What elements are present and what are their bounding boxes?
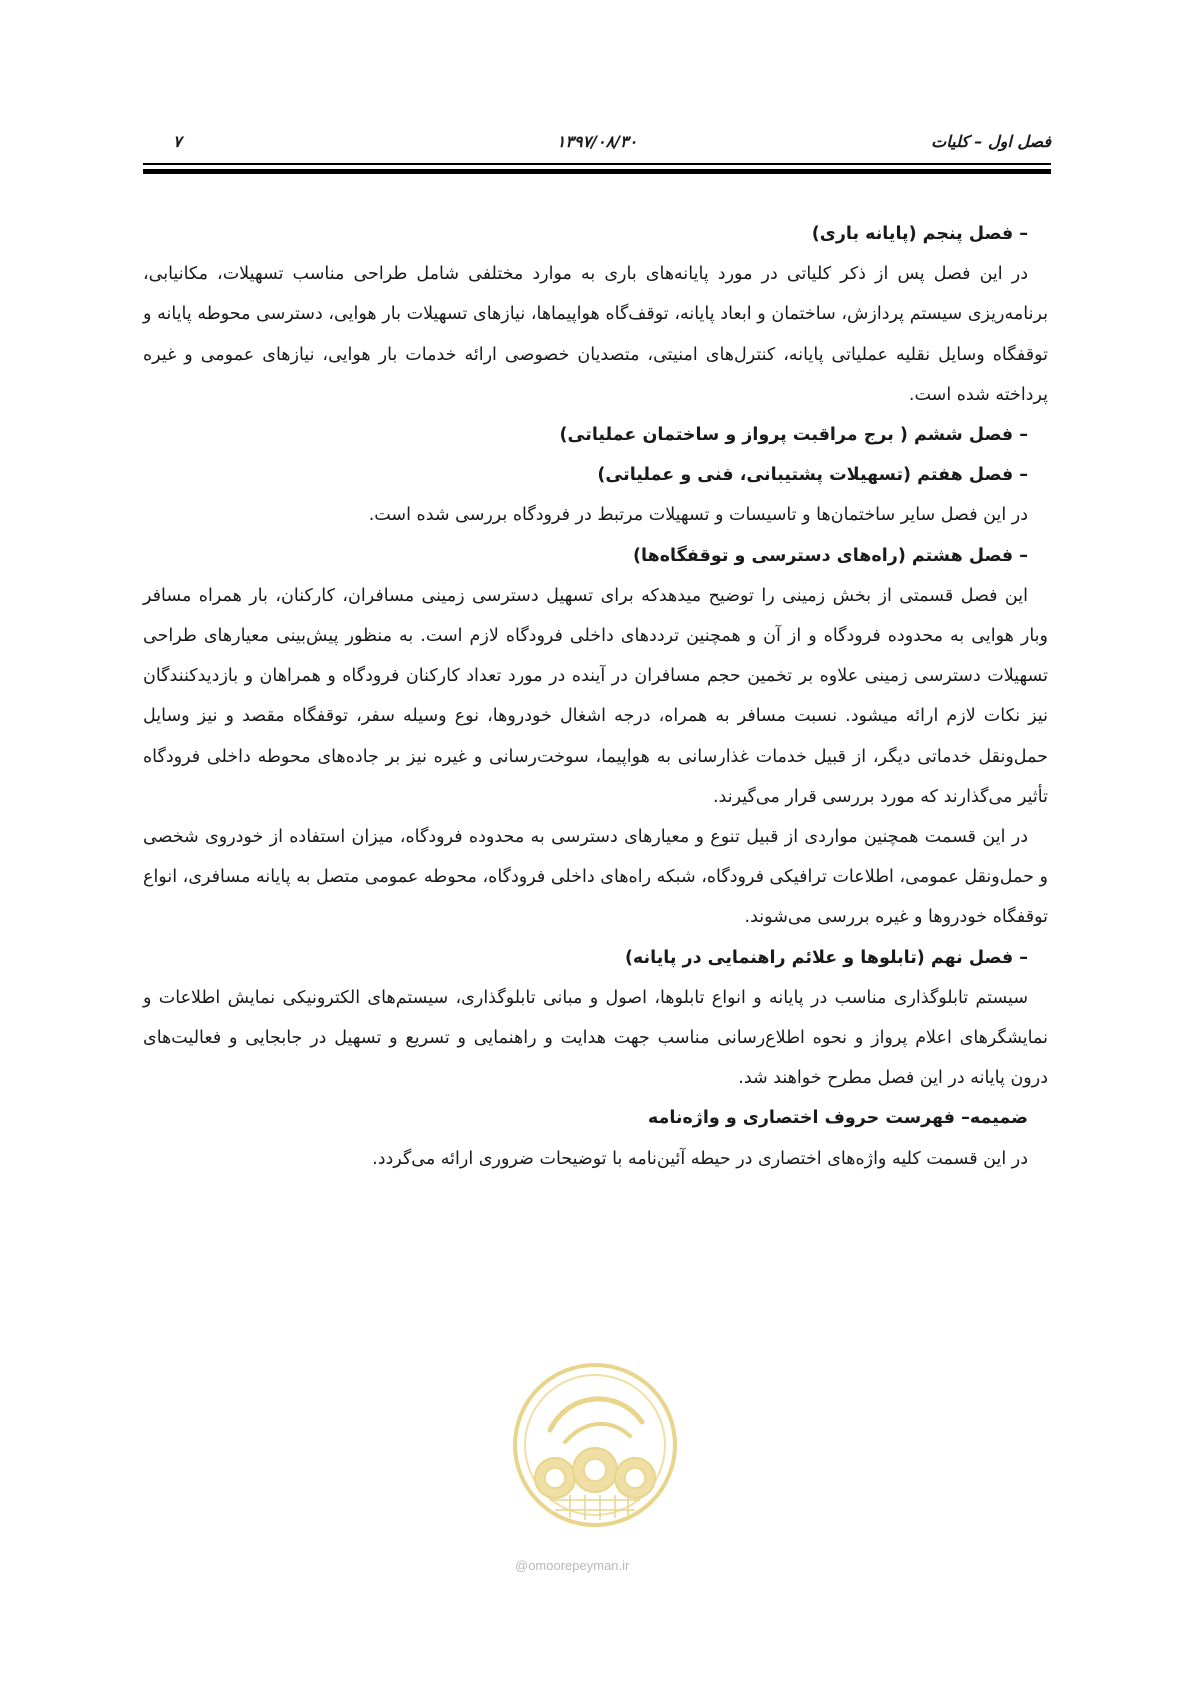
section-heading: – فصل هشتم (راه‌های دسترسی و توقفگاه‌ها) [633, 545, 1028, 566]
paragraph: در این قسمت همچنین مواردی از قبیل تنوع و معیارهای دسترسی به محدوده فرودگاه، میزان استفاده از خودروی شخصی و حمل‌ونقل عمومی، اطلاعات ترافیکی فرودگاه، شبکه راه‌های داخلی فرودگاه، محوطه عمومی متصل به پایانه مسافری، انواع توقفگاه خودروها و غیره بررسی می‌شوند. [143, 827, 1048, 928]
watermark-seal [510, 1360, 680, 1530]
header-rule-thin [143, 163, 1051, 165]
section-heading: – فصل ششم ( برج مراقبت پرواز و ساختمان عملیاتی) [559, 425, 1028, 446]
page-number: ۷ [173, 132, 182, 151]
chapter-title: فصل اول – کلیات [931, 132, 1051, 151]
paragraph: این فصل قسمتی از بخش زمینی را توضیح میدهدکه برای تسهیل دسترسی زمینی مسافران، کارکنان، بار همراه مسافر وبار هوایی به محدوده فرودگاه و از آن و همچنین ترددهای داخلی فرودگاه لازم است. به منظور پیش‌بینی معیارهای طراحی تسهیلات دسترسی زمینی علاوه بر تخمین حجم مسافران در آینده در مورد تعداد کارکنان فرودگاه و همراهان و بازدیدکنندگان نیز نکات لازم ارائه میشود. نسبت مسافر به همراه، درجه اشغال خودروها، نوع وسیله سفر، توقفگاه مقصد و نیز وسایل حمل‌ونقل خدماتی دیگر، از قبیل خدمات غذارسانی به هواپیما، سوخت‌رسانی و غیره نیز بر جاده‌های محوطه داخلی فرودگاه تأثیر می‌گذارند که مورد بررسی قرار می‌گیرند. [143, 585, 1048, 807]
paragraph: سیستم تابلوگذاری مناسب در پایانه و انواع تابلوها، اصول و مبانی تابلوگذاری، سیستم‌های الکترونیکی نمایش اطلاعات و نمایشگرهای اعلام پرواز و نحوه اطلاع‌رسانی مناسب جهت هدایت و راهنمایی و تسریع و تسهیل در جابجایی و فعالیت‌های درون پایانه در این فصل مطرح خواهند شد. [143, 987, 1048, 1089]
header-date: ۱۳۹۷/۰۸/۳۰ [556, 132, 638, 151]
section-heading: ضمیمه– فهرست حروف اختصاری و واژه‌نامه [647, 1108, 1028, 1129]
section-heading: – فصل هفتم (تسهیلات پشتیبانی، فنی و عملیاتی) [597, 465, 1028, 486]
document-body [143, 214, 1048, 1179]
section-heading: – فصل پنجم (پایانه باری) [811, 224, 1028, 244]
paragraph: در این فصل سایر ساختمان‌ها و تاسیسات و تسهیلات مرتبط در فرودگاه بررسی شده است. [368, 505, 1028, 526]
page-header [143, 128, 1051, 160]
watermark-site: @omoorepeyman.ir [515, 1558, 630, 1573]
paragraph: در این فصل پس از ذکر کلیاتی در مورد پایانه‌های باری به موارد مختلفی شامل طراحی مناسب تسهیلات، مکانیابی، برنامه‌ریزی سیستم پردازش، ساختمان و ابعاد پایانه، توقف‌گاه هواپیماها، نیازهای تسهیلات بار هوایی، دسترسی محوطه پایانه و توقفگاه وسایل نقلیه عملیاتی پایانه، کنترل‌های امنیتی، متصدیان خصوصی ارائه خدمات بار هوایی، نیازهای عمومی و غیره پرداخته شده است. [143, 264, 1048, 405]
header-rule-thick [143, 169, 1051, 174]
section-heading: – فصل نهم (تابلوها و علائم راهنمایی در پایانه) [624, 947, 1028, 968]
paragraph: در این قسمت کلیه واژه‌های اختصاری در حیطه آئین‌نامه با توضیحات ضروری ارائه می‌گردد. [372, 1148, 1028, 1169]
